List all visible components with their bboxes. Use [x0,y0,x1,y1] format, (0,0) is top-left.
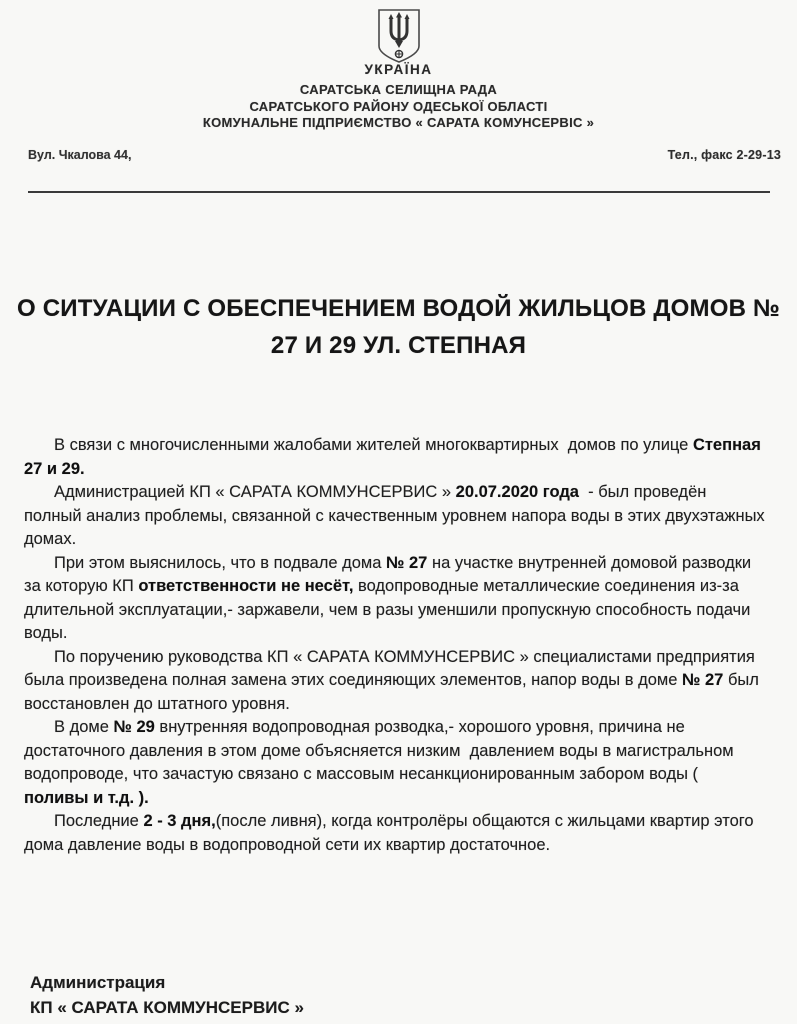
paragraph-segment: В доме [54,718,114,736]
paragraph-segment: В связи с многочисленными жалобами жителей многоквартирных домов по улице [54,436,693,454]
paragraph-segment: По поручению руководства КП « САРАТА КОММУНСЕРВИС » специалистами предприятия была произведена полная замена этих соединяющих элементов, напор воды в доме [24,647,760,689]
paragraph-segment: Последние [54,812,144,830]
paragraph [24,434,765,481]
country-name: УКРАЇНА [364,62,433,77]
signature-line2: КП « САРАТА КОММУНСЕРВИС » [30,998,304,1017]
address-line: Вул. Чкалова 44, [28,148,132,162]
paragraph [24,552,765,646]
paragraph-bold-segment: № 27 [682,671,724,689]
paragraph-bold-segment: Степная 27 и 29. [24,436,766,478]
paragraph-segment: внутренняя водопроводная розводка,- хорошого уровня, причина не достаточного давления в этом доме объясняется низким давлением воды в магистральном водопроводе, что зачастую связано с массовым несанкционированным забором воды ( [24,718,739,783]
paragraph-bold-segment: ответственности не несёт, [138,577,354,595]
paragraph [24,716,765,810]
paragraph-segment: на участке внутренней домовой разводки за которую КП [24,553,756,595]
document-title [10,290,787,364]
trident-emblem-icon [0,8,797,69]
paragraph-segment: водопроводные металлические соединения из-за длительной эксплуатации,- заржавели, чем в разы уменшили пропускную способность подачи воды. [24,577,755,642]
paragraph-segment: Администрацией КП « САРАТА КОММУНСЕРВИС » [54,483,456,501]
paragraph [24,481,770,552]
org-line-council: САРАТСЬКА СЕЛИЩНА РАДА [299,82,498,97]
signature-line1: Администрация [30,973,166,992]
paragraph-bold-segment: 2 - 3 дня, [143,812,216,830]
paragraph-segment: - был проведён полный анализ проблемы, связанной с качественным уровнем напора воды в этих двухэтажных домах. [24,483,770,548]
header-divider [28,191,770,193]
phone-fax-line: Тел., факс 2-29-13 [667,148,781,162]
document-title-line1: О СИТУАЦИИ С ОБЕСПЕЧЕНИЕМ ВОДОЙ ЖИЛЬЦОВ ДОМОВ № [17,295,780,322]
contact-row [28,148,781,162]
org-line-district: САРАТСЬКОГО РАЙОНУ ОДЕСЬКОЇ ОБЛАСТІ [249,98,548,114]
paragraph-bold-segment: 20.07.2020 года [455,483,579,501]
paragraph [24,810,765,857]
document-title-line2: 27 И 29 УЛ. СТЕПНАЯ [270,332,527,359]
paragraph-segment: был восстановлен до штатного уровня. [24,671,764,713]
paragraph-segment: При этом выяснилось, что в подвале дома [54,553,387,572]
paragraph-bold-segment: № 29 [113,718,155,736]
paragraph-segment: (после ливня), когда контролёры общаются с жильцами квартир этого дома давление воды в водопроводной сети их квартир достаточное. [24,812,759,854]
organization-lines [0,82,797,132]
paragraph-bold-segment: поливы и т.д. ). [24,788,149,807]
org-line-enterprise: КОМУНАЛЬНЕ ПІДПРИЄМСТВО « САРАТА КОМУНСЕРВІС » [202,115,595,130]
signature-block [30,970,304,1020]
paragraph-bold-segment: № 27 [386,553,428,572]
paragraph [24,646,765,717]
document-body [24,434,770,857]
